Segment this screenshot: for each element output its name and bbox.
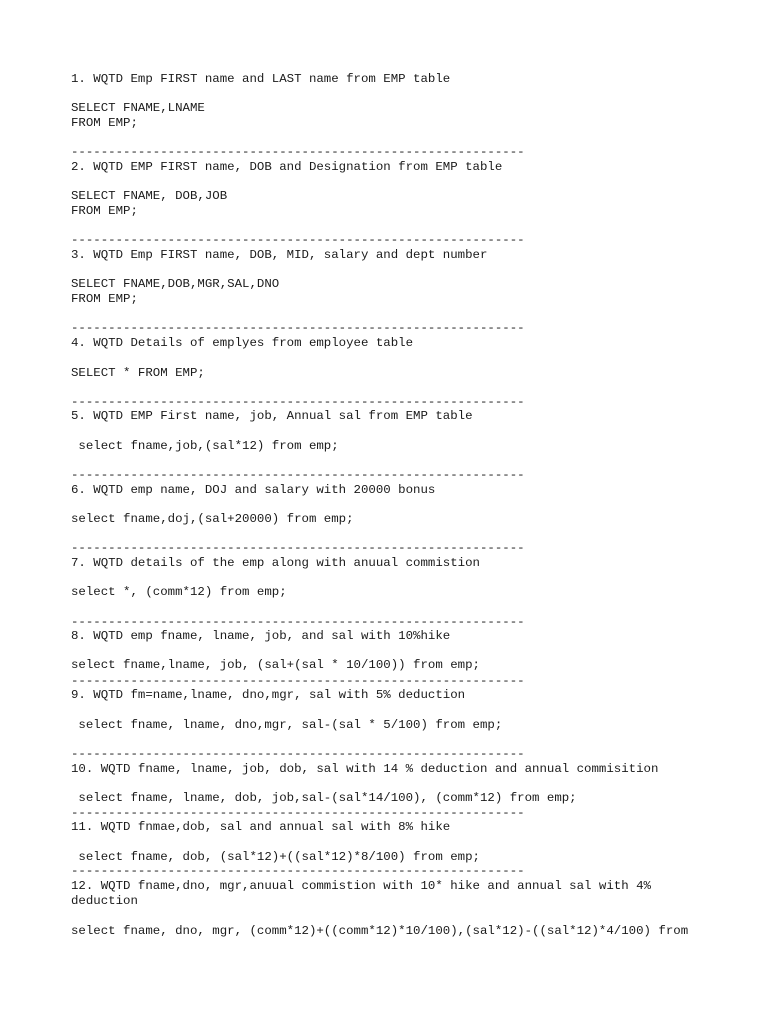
q12-question-2: deduction	[71, 894, 138, 908]
q7-answer-1: select *, (comm*12) from emp;	[71, 585, 287, 599]
q3-answer-2: FROM EMP;	[71, 292, 138, 306]
divider-5: -------------------------------------------------------------	[71, 468, 525, 482]
q4-question: 4. WQTD Details of emplyes from employee table	[71, 336, 414, 350]
q8-question: 8. WQTD emp fname, lname, job, and sal with 10%hike	[71, 629, 451, 643]
divider-11: -------------------------------------------------------------	[71, 864, 525, 878]
q1-question: 1. WQTD Emp FIRST name and LAST name from EMP table	[71, 72, 451, 86]
q12-answer-1: select fname, dno, mgr, (comm*12)+((comm*12)*10/100),(sal*12)-((sal*12)*4/100) from	[71, 924, 689, 938]
divider-9: -------------------------------------------------------------	[71, 747, 525, 761]
q8-answer-1: select fname,lname, job, (sal+(sal * 10/100)) from emp;	[71, 658, 480, 672]
divider-3: -------------------------------------------------------------	[71, 321, 525, 335]
q9-answer-1: select fname, lname, dno,mgr, sal-(sal * 5/100) from emp;	[71, 718, 503, 732]
q3-question: 3. WQTD Emp FIRST name, DOB, MID, salary and dept number	[71, 248, 488, 262]
q6-answer-1: select fname,doj,(sal+20000) from emp;	[71, 512, 354, 526]
divider-10: -------------------------------------------------------------	[71, 806, 525, 820]
q11-question: 11. WQTD fnmae,dob, sal and annual sal with 8% hike	[71, 820, 451, 834]
q12-question-1: 12. WQTD fname,dno, mgr,anuual commistion with 10* hike and annual sal with 4%	[71, 879, 651, 893]
divider-6: -------------------------------------------------------------	[71, 541, 525, 555]
q10-answer-1: select fname, lname, dob, job,sal-(sal*14/100), (comm*12) from emp;	[71, 791, 577, 805]
divider-8: -------------------------------------------------------------	[71, 674, 525, 688]
q3-answer-1: SELECT FNAME,DOB,MGR,SAL,DNO	[71, 277, 280, 291]
q6-question: 6. WQTD emp name, DOJ and salary with 20000 bonus	[71, 483, 436, 497]
q1-answer-1: SELECT FNAME,LNAME	[71, 101, 205, 115]
q10-question: 10. WQTD fname, lname, job, dob, sal with 14 % deduction and annual commisition	[71, 762, 659, 776]
q9-question: 9. WQTD fm=name,lname, dno,mgr, sal with 5% deduction	[71, 688, 466, 702]
q2-question: 2. WQTD EMP FIRST name, DOB and Designation from EMP table	[71, 160, 503, 174]
q4-answer-1: SELECT * FROM EMP;	[71, 366, 205, 380]
q2-answer-2: FROM EMP;	[71, 204, 138, 218]
q7-question: 7. WQTD details of the emp along with anuual commistion	[71, 556, 480, 570]
divider-1: -------------------------------------------------------------	[71, 145, 525, 159]
q11-answer-1: select fname, dob, (sal*12)+((sal*12)*8/100) from emp;	[71, 850, 480, 864]
divider-2: -------------------------------------------------------------	[71, 233, 525, 247]
q5-question: 5. WQTD EMP First name, job, Annual sal from EMP table	[71, 409, 473, 423]
q1-answer-2: FROM EMP;	[71, 116, 138, 130]
divider-4: -------------------------------------------------------------	[71, 395, 525, 409]
q5-answer-1: select fname,job,(sal*12) from emp;	[71, 439, 339, 453]
divider-7: -------------------------------------------------------------	[71, 615, 525, 629]
q2-answer-1: SELECT FNAME, DOB,JOB	[71, 189, 228, 203]
